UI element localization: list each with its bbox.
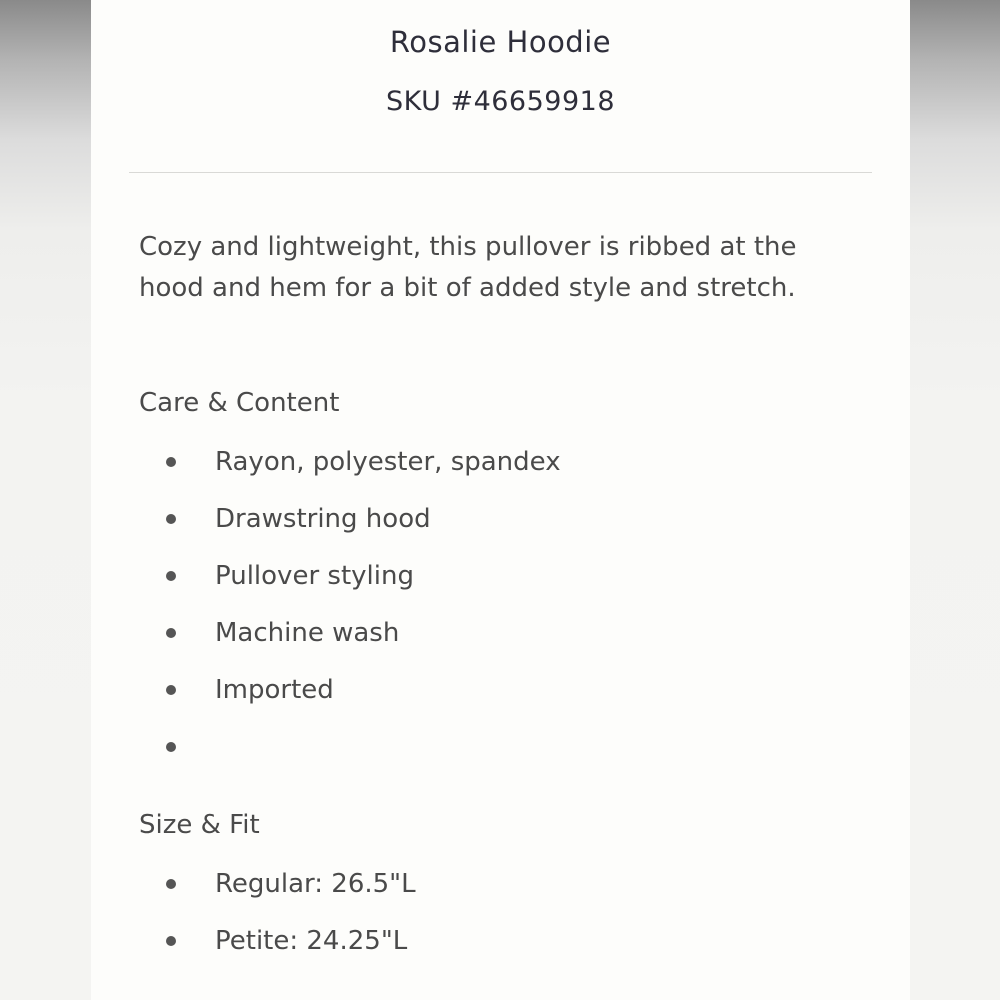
list-item-text: Pullover styling <box>215 561 414 591</box>
care-content-list <box>91 443 910 785</box>
left-background-edge <box>0 0 91 1000</box>
list-item <box>91 922 910 979</box>
list-item <box>91 671 910 728</box>
list-item <box>91 500 910 557</box>
list-item <box>91 443 910 500</box>
list-item <box>91 728 910 785</box>
list-item <box>91 614 910 671</box>
product-title: Rosalie Hoodie <box>389 25 612 59</box>
list-item-text: Machine wash <box>215 618 400 648</box>
list-item-text: Rayon, polyester, spandex <box>215 447 561 477</box>
bullet-icon <box>166 685 176 695</box>
product-description: Cozy and lightweight, this pullover is ribbed at the hood and hem for a bit of added style and stretch. <box>139 232 797 303</box>
divider <box>129 172 872 173</box>
care-content-heading: Care & Content <box>139 388 340 418</box>
list-item-text: Regular: 26.5"L <box>215 869 416 899</box>
size-fit-heading: Size & Fit <box>139 810 260 840</box>
bullet-icon <box>166 742 176 752</box>
bullet-icon <box>166 936 176 946</box>
size-fit-list <box>91 865 910 979</box>
right-background-edge <box>909 0 1000 1000</box>
bullet-icon <box>166 879 176 889</box>
bullet-icon <box>166 514 176 524</box>
product-details-card <box>91 0 910 1000</box>
list-item <box>91 865 910 922</box>
list-item-text: Petite: 24.25"L <box>215 926 408 956</box>
bullet-icon <box>166 628 176 638</box>
list-item-text: Imported <box>215 675 334 705</box>
list-item <box>91 557 910 614</box>
bullet-icon <box>166 571 176 581</box>
product-sku: SKU #46659918 <box>385 86 615 117</box>
list-item-text: Drawstring hood <box>215 504 431 534</box>
bullet-icon <box>166 457 176 467</box>
